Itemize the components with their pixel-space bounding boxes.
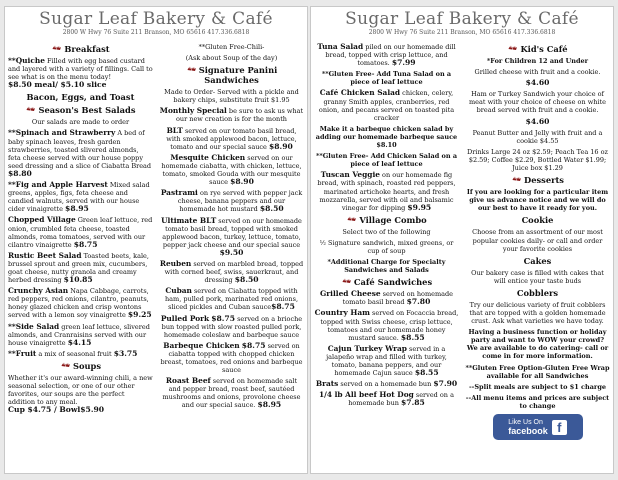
menu-note-bold [314, 258, 459, 274]
note-text: Our bakery case is filled with cakes that will entice your taste buds [471, 268, 604, 285]
section-title: Signature Panini Sandwiches [198, 65, 278, 86]
note-text: Ham or Turkey Sandwich your choice of meat with your choice of cheese on white bread served with fruit and a cookie. [469, 90, 606, 115]
maple-leaf-icon [186, 66, 197, 74]
section-heading [8, 105, 153, 115]
menu-item [314, 380, 459, 388]
note-text: Try our delicious variety of fruit cobblers that are topped with a golden homemade crust. Ask what varieties we have today. [469, 300, 606, 326]
item-name: Ultimate BLT [161, 215, 217, 225]
note-text: **Gluten Free Option-Gluten Free Wrap available for all Sandwiches [465, 363, 610, 380]
item-price: $8.50 [234, 275, 259, 285]
item-description: served on a homemade bun [338, 380, 434, 389]
menu-column-breakfast-salads [8, 43, 153, 471]
menu-note [465, 148, 610, 172]
menu-note-bold [465, 57, 610, 65]
menu-note-bold [314, 152, 459, 168]
maple-leaf-icon [51, 45, 62, 53]
item-description: on our homemade fig bread, with spinach, roasted red peppers, marinated artichoke hearts, and fresh mozzarella, served with oil and balsamic vinegar for dipping [317, 171, 456, 212]
note-text: Make it a barbeque chicken salad by adding our homemade barbeque sauce $8.10 [315, 124, 458, 150]
item-name: Country Ham [314, 308, 370, 318]
menu-note [314, 228, 459, 236]
menu-note-bold [465, 383, 610, 391]
item-name: Brats [315, 379, 339, 389]
item-name: Grilled Cheese [319, 289, 381, 299]
item-name: **Spinach and Strawberry [8, 128, 116, 138]
note-text: Choose from an assortment of our most popular cookies daily- or call and order your favorite cookies [472, 228, 603, 253]
item-description: Toasted beets, kale, brussel sprout and green mix, cucumbers, goat cheese, nutty granola and creamy herbed dressing [8, 251, 149, 285]
subsection-heading [465, 215, 610, 225]
facebook-badge-text [508, 418, 548, 437]
menu-note [159, 88, 304, 104]
item-price: $3.75 [113, 348, 138, 358]
subsection-title: Cookie [521, 215, 554, 226]
menu-item [159, 287, 304, 311]
note-text: --All menu items and prices are subject to change [465, 393, 610, 410]
item-price: $9.25 [127, 310, 152, 320]
item-name: Tuna Salad [317, 43, 364, 51]
item-name: Barbeque Chicken [163, 340, 240, 350]
menu-columns [314, 43, 610, 471]
item-description: Filled with egg based custard and layered with a variety of fillings. Call to see what is on the menu today! [8, 57, 153, 82]
section-heading [159, 65, 304, 85]
item-name: Chopped Village [8, 215, 76, 225]
item-description: A bed of baby spinach leaves, fresh garden strawberries, toasted slivered almonds, feta cheese served with our house poppy seed dressing and a slice of Ciabatta Bread [8, 129, 152, 170]
item-name: Pastrami [160, 188, 198, 198]
item-name: **Fruit [8, 348, 37, 358]
item-name: Mesquite Chicken [170, 152, 246, 162]
price-text: $4.60 [525, 78, 550, 88]
section-heading [465, 44, 610, 54]
maple-leaf-icon [25, 106, 36, 114]
item-price: $7.80 [406, 297, 431, 307]
item-description: on rye served with pepper jack cheese, banana peppers and our homemade hot mustard [177, 189, 303, 214]
maple-leaf-icon [507, 45, 518, 53]
item-name: BLT [166, 125, 183, 135]
item-description: served on a homemade bun [348, 391, 454, 408]
note-text: --Split meals are subject to $1 charge [468, 382, 607, 391]
item-price: $7.99 [391, 58, 416, 68]
section-title: Café Sandwiches [353, 277, 433, 288]
item-description: be sure to ask us what our new creation is for the month [175, 107, 304, 124]
item-price: $8.75 [271, 302, 295, 312]
page-header [311, 7, 613, 41]
item-name: Cuban [165, 286, 192, 296]
section-title: Soups [72, 360, 102, 371]
item-price: $7.85 [401, 398, 425, 408]
menu-note [465, 301, 610, 325]
note-text: Peanut Butter and Jelly with fruit and a cookie $4.55 [472, 128, 603, 145]
item-price: $8.75 [241, 340, 266, 350]
item-name: Roast Beef [165, 376, 211, 386]
note-text: ½ Signature sandwich, mixed greens, or cup of soup [319, 238, 454, 255]
price-text: $4.60 [525, 116, 550, 126]
menu-note-bold [465, 328, 610, 360]
item-description: Mixed salad greens, apples, figs, feta cheese and candied walnuts, served with our house cider vinaigrette [8, 181, 150, 214]
menu-note-bold [314, 70, 459, 86]
item-name: **Quiche [8, 56, 45, 65]
menu-columns [8, 43, 304, 471]
menu-note [159, 54, 304, 62]
menu-item [159, 377, 304, 409]
menu-item [314, 43, 459, 67]
menu-item [8, 323, 153, 347]
item-description: Whether it's our award-winning chili, a new seasonal selection, or one of our other favorites, our soups are the perfect addition to any meal. [8, 373, 153, 407]
subsection-heading [465, 256, 610, 266]
note-text: Made to Order- Served with a pickle and bakery chips, substitute fruit $1.95 [164, 88, 299, 105]
menu-item [314, 290, 459, 306]
menu-page-right [310, 6, 614, 474]
facebook-line1: Like Us On [508, 418, 543, 426]
item-price: $8.95 [65, 204, 89, 214]
item-description: served on homemade tomato basil bread [342, 290, 454, 307]
menu-item [159, 342, 304, 374]
menu-note-bold [465, 394, 610, 410]
item-price: $8.55 [400, 332, 425, 342]
item-description: served on Ciabatta topped with ham, pulled pork, marinated red onions, sliced pickles and Cuban sauce [164, 287, 299, 312]
item-price: $4.15 [67, 337, 92, 347]
item-name: Café Chicken Salad [319, 88, 401, 98]
subsection-title: Cobblers [516, 287, 559, 298]
item-price: $10.85 [63, 275, 93, 285]
item-name: **Side Salad [8, 321, 60, 331]
item-description: served in a jalapeño wrap and filled with turkey, tomato, banana peppers, and our homemade Cajun sauce [326, 344, 447, 378]
facebook-line2: facebook [508, 425, 548, 436]
page-header [5, 7, 307, 41]
section-title: Desserts [524, 175, 564, 186]
subsection-title: Bacon, Eggs, and Toast [26, 92, 135, 103]
item-price: $8.95 [257, 400, 282, 410]
section-heading [8, 361, 153, 371]
note-text: **Gluten Free-Chili- [198, 43, 265, 51]
menu-price [465, 118, 610, 126]
item-description: green leaf lettuce, slivered almonds, and Cranraisins served with our house vinaigrette [8, 322, 150, 347]
facebook-like-badge[interactable] [493, 414, 583, 440]
note-text: Having a business function or holiday party and want to WOW your crowd? We are available to do catering- call or come in for more information. [466, 328, 609, 361]
section-title: Kid's Café [520, 44, 568, 54]
section-title: Season's Best Salads [38, 105, 136, 116]
menu-note-bold [314, 125, 459, 149]
section-heading [314, 215, 459, 225]
item-price: $8.75 [211, 313, 235, 323]
item-description: piled on our homemade dill bread, topped with crisp lettuce, and tomatoes. [325, 43, 456, 68]
item-description: chicken, celery, granny Smith apples, cranberries, red onion, and pecans served on toasted pita cracker [318, 89, 455, 122]
menu-item [314, 391, 459, 407]
note-text: Grilled cheese with fruit and a cookie. [474, 68, 601, 77]
menu-price [465, 79, 610, 87]
item-price: $8.90 [230, 177, 254, 187]
item-description: served on Focaccia bread, topped with Swiss cheese, crisp lettuce, tomatoes and our homemade honey mustard sauce. [320, 309, 459, 342]
menu-item [159, 217, 304, 257]
section-title: Breakfast [64, 44, 110, 54]
note-text: **Gluten Free- Add Chicken Salad on a piece of leaf lettuce [315, 152, 458, 169]
menu-item [159, 260, 304, 284]
maple-leaf-icon [346, 216, 357, 224]
subsection-heading [465, 288, 610, 298]
bakery-address: 2800 W Hwy 76 Suite 211 Branson, MO 65616 417.336.6818 [62, 29, 250, 36]
note-text: *For Children 12 and Under [486, 57, 589, 65]
subsection-title: Cakes [523, 255, 552, 266]
item-description: served on our homemade tomato basil bread, topped with smoked applewood bacon, turkey, lettuce, tomato, pepper jack cheese and our special sauce [162, 216, 302, 249]
item-name: **Fig and Apple Harvest [8, 180, 108, 190]
item-description: served on marbled bread, topped with corned beef, swiss, sauerkraut, and dressing [164, 259, 304, 285]
bakery-title: Sugar Leaf Bakery & Café [345, 9, 579, 29]
section-heading [465, 175, 610, 185]
note-text: Our salads are made to order [31, 118, 130, 127]
menu-note [465, 269, 610, 285]
menu-item [8, 57, 153, 89]
item-description: served on our tomato basil bread, with smoked applewood bacon, lettuce, tomato and our special sauce [166, 126, 297, 151]
item-price: $8.50 [259, 204, 284, 214]
menu-item [159, 127, 304, 151]
section-title: Village Combo [359, 214, 427, 225]
menu-note [159, 43, 304, 51]
menu-note [314, 239, 459, 255]
item-name: Tuscan Veggie [320, 170, 380, 180]
bakery-title: Sugar Leaf Bakery & Café [39, 9, 273, 29]
item-description: a mix of seasonal fruit [36, 349, 114, 358]
menu-column-kids-desserts [465, 43, 610, 471]
menu-item [8, 350, 153, 358]
menu-note-bold [465, 364, 610, 380]
maple-leaf-icon [511, 176, 522, 184]
subsection-heading [8, 92, 153, 102]
item-price: $8.80 [8, 168, 32, 178]
menu-item [8, 252, 153, 284]
item-price: Cup $4.75 / Bowl$5.90 [8, 405, 105, 415]
item-price: $9.50 [219, 247, 244, 257]
menu-item [314, 171, 459, 211]
menu-column-cafe-sandwiches [314, 43, 459, 471]
item-name: Cajun Turkey Wrap [327, 343, 407, 353]
item-description: served on ciabatta topped with chopped chicken breast, tomatoes, red onions and barbeque sauce [160, 341, 303, 375]
note-text: Select two of the following [342, 227, 431, 236]
note-text: *Additional Charge for Specialty Sandwiches and Salads [327, 258, 446, 275]
item-name: 1/4 lb All beef Hot Dog [319, 390, 414, 400]
item-price: $8.55 [414, 368, 439, 378]
menu-item [314, 309, 459, 341]
menu-item [159, 107, 304, 123]
menu-item [8, 374, 153, 414]
section-heading [314, 277, 459, 287]
menu-note [465, 90, 610, 114]
item-name: Crunchy Asian [8, 286, 69, 296]
menu-item [314, 89, 459, 121]
menu-item [8, 129, 153, 178]
menu-note [465, 228, 610, 252]
item-price: $9.95 [407, 202, 432, 212]
maple-leaf-icon [60, 362, 71, 370]
item-name: Reuben [159, 258, 192, 268]
item-description: served on a brioche bun topped with slow roasted pulled pork, homemade coleslaw and barbeque sauce [161, 314, 303, 339]
menu-column-panini [159, 43, 304, 471]
menu-item [159, 189, 304, 213]
facebook-icon: f [552, 420, 567, 435]
menu-note-bold [465, 188, 610, 212]
note-text: Drinks Large 24 oz $2.59; Peach Tea 16 oz $2.59; Coffee $2.29, Bottled Water $1.99; Juice box $1.29 [467, 147, 608, 173]
note-text: **Gluten Free- Add Tuna Salad on a piece of leaf lettuce [321, 70, 452, 87]
item-price: $8.90 [268, 141, 293, 151]
item-name: Pulled Pork [160, 313, 210, 323]
item-price: $7.90 [433, 379, 458, 389]
menu-item [159, 154, 304, 186]
menu-item [8, 181, 153, 213]
item-description: Napa Cabbage, carrots, red peppers, red onions, cilantro, peanuts, honey glazed chicken and crisp wontons served with a lemon soy vinaigrette [8, 287, 149, 320]
bakery-address: 2800 W Hwy 76 Suite 211 Branson, MO 65616 417.336.6818 [368, 29, 556, 36]
menu-note [465, 129, 610, 145]
menu-note [465, 68, 610, 76]
section-heading [8, 44, 153, 54]
menu-item [159, 315, 304, 339]
menu-note [8, 118, 153, 126]
item-description: served on homemade salt and pepper bread, roast beef, sautéed mushrooms and onions, provolone cheese and our special sauce. [162, 377, 301, 410]
item-name: Rustic Beet Salad [8, 250, 82, 260]
item-price: $8.75 [73, 239, 98, 249]
menu-item [8, 287, 153, 319]
maple-leaf-icon [341, 278, 352, 286]
note-text: If you are looking for a particular item give us advance notice and we will do our best to have it ready for you. [466, 188, 609, 213]
note-text: (Ask about Soup of the day) [185, 54, 278, 63]
item-name: Monthly Special [159, 106, 227, 116]
menu-item [8, 216, 153, 248]
menu-page-left [4, 6, 308, 474]
item-description: Green leaf lettuce, red onion, crumbled feta cheese, toasted almonds, roma tomatoes, served with our cilantro vinaigrette [8, 216, 153, 249]
item-price: $8.50 meal/ $5.10 slice [8, 80, 107, 90]
item-description: served on our homemade ciabatta, with chicken, lettuce, tomato, smoked Gouda with our mesquite sauce [161, 153, 302, 187]
menu-item [314, 345, 459, 377]
